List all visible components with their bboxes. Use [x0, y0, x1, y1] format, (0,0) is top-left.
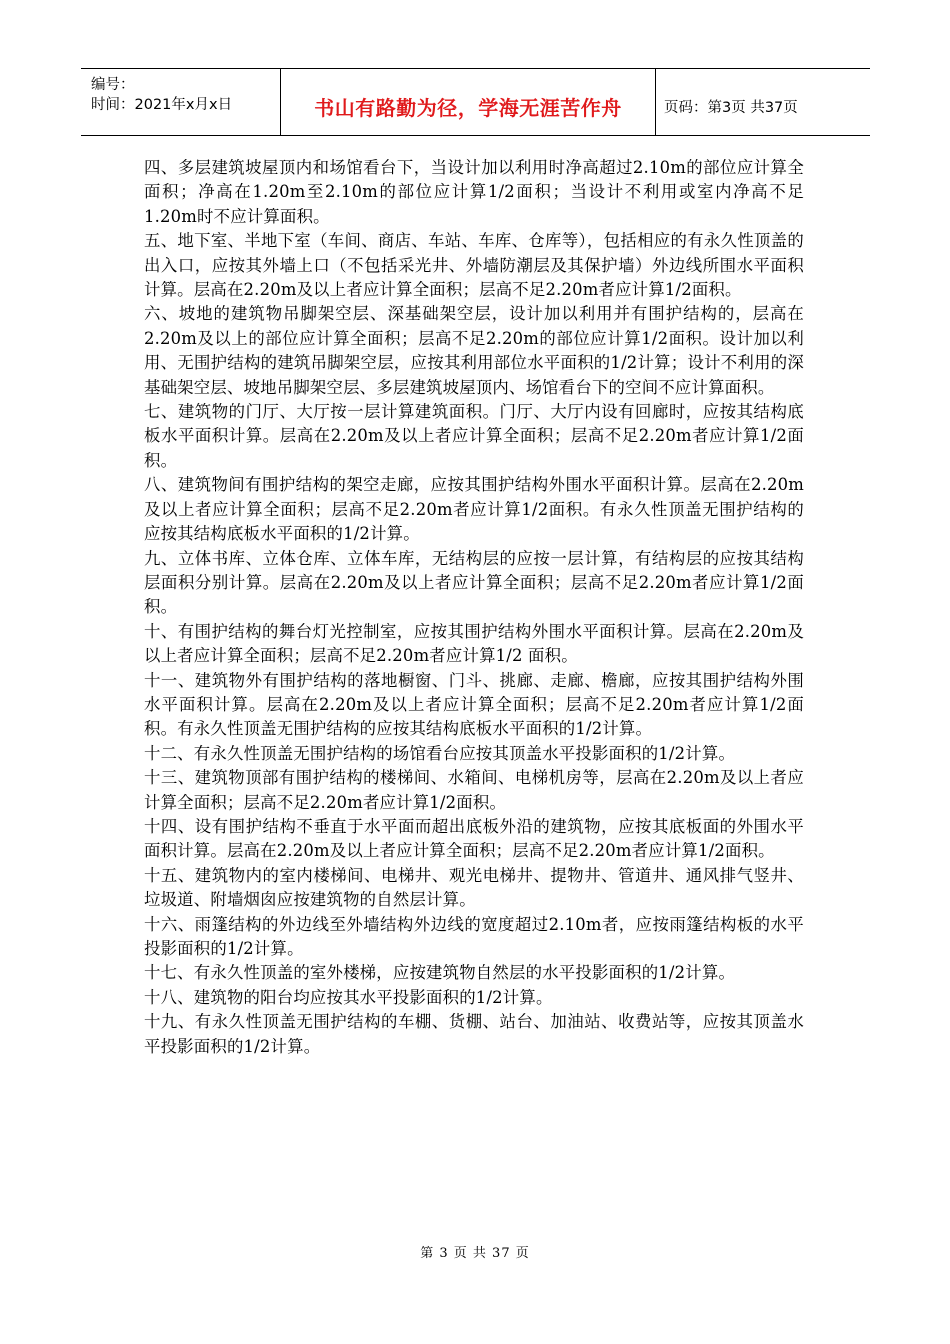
header-meta	[81, 69, 281, 135]
page-header	[81, 68, 870, 136]
paragraph: 十、有围护结构的舞台灯光控制室，应按其围护结构外围水平面积计算。层高在2.20m及以上者应计算全面积；层高不足2.20m者应计算1/2 面积。	[144, 621, 804, 666]
paragraph: 十二、有永久性顶盖无围护结构的场馆看台应按其顶盖水平投影面积的1/2计算。	[144, 743, 736, 763]
paragraph: 十九、有永久性顶盖无围护结构的车棚、货棚、站台、加油站、收费站等，应按其顶盖水平投影面积的1/2计算。	[144, 1012, 804, 1056]
paragraph: 十五、建筑物内的室内楼梯间、电梯井、观光电梯井、提物井、管道井、通风排气竖井、垃圾道、附墙烟囱应按建筑物的自然层计算。	[144, 865, 804, 910]
paragraph: 十六、雨篷结构的外边线至外墙结构外边线的宽度超过2.10m者，应按雨篷结构板的水平投影面积的1/2计算。	[144, 914, 804, 958]
paragraph: 十七、有永久性顶盖的室外楼梯，应按建筑物自然层的水平投影面积的1/2计算。	[144, 963, 736, 983]
page-footer: 第 3 页 共 37 页	[420, 1246, 530, 1261]
document-number-label: 编号：	[91, 77, 135, 93]
paragraph: 十一、建筑物外有围护结构的落地橱窗、门斗、挑廊、走廊、檐廊，应按其围护结构外围水平面积计算。层高在2.20m及以上者应计算全面积；层高不足2.20m者应计算1/2面积。有永久性顶盖无围护结构的应按其结构底板水平面积的1/2计算。	[144, 670, 804, 739]
paragraph: 十四、设有围护结构不垂直于水平面而超出底板外沿的建筑物，应按其底板面的外围水平面积计算。层高在2.20m及以上者应计算全面积；层高不足2.20m者应计算1/2面积。	[144, 816, 804, 861]
paragraph: 九、立体书库、立体仓库、立体车库，无结构层的应按一层计算，有结构层的应按其结构层面积分别计算。层高在2.20m及以上者应计算全面积；层高不足2.20m者应计算1/2面积。	[144, 548, 804, 617]
paragraph: 六、坡地的建筑物吊脚架空层、深基础架空层，设计加以利用并有围护结构的，层高在2.20m及以上的部位应计算全面积；层高不足2.20m的部位应计算1/2面积。设计加以利用、无围护结构的建筑吊脚架空层，应按其利用部位水平面积的1/2计算；设计不利用的深基础架空层、坡地吊脚架空层、多层建筑坡屋顶内、场馆看台下的空间不应计算面积。	[144, 304, 804, 397]
paragraph: 五、地下室、半地下室（车间、商店、车站、车库、仓库等），包括相应的有永久性顶盖的出入口，应按其外墙上口（不包括采光井、外墙防潮层及其保护墙）外边线所围水平面积计算。层高在2.20m及以上者应计算全面积；层高不足2.20m者应计算1/2面积。	[144, 231, 804, 300]
paragraph: 十八、建筑物的阳台均应按其水平投影面积的1/2计算。	[144, 987, 553, 1007]
paragraph: 七、建筑物的门厅、大厅按一层计算建筑面积。门厅、大厅内设有回廊时，应按其结构底板水平面积计算。层高在2.20m及以上者应计算全面积；层高不足2.20m者应计算1/2面积。	[144, 402, 804, 470]
document-body	[144, 156, 804, 1059]
paragraph: 八、建筑物间有围护结构的架空走廊，应按其围护结构外围水平面积计算。层高在2.20m及以上者应计算全面积；层高不足2.20m者应计算1/2面积。有永久性顶盖无围护结构的应按其结构底板水平面积的1/2计算。	[144, 475, 804, 544]
paragraph: 十三、建筑物顶部有围护结构的楼梯间、水箱间、电梯机房等，层高在2.20m及以上者应计算全面积；层高不足2.20m者应计算1/2面积。	[144, 768, 804, 812]
document-time-label: 时间：2021年x月x日	[91, 97, 233, 113]
header-page-info: 页码：第3页 共37页	[664, 99, 798, 116]
paragraph: 四、多层建筑坡屋顶内和场馆看台下，当设计加以利用时净高超过2.10m的部位应计算全面积；净高在1.20m至2.10m的部位应计算1/2面积；当设计不利用或室内净高不足1.20m时不应计算面积。	[144, 158, 804, 226]
header-motto: 书山有路勤为径，学海无涯苦作舟	[281, 69, 656, 135]
